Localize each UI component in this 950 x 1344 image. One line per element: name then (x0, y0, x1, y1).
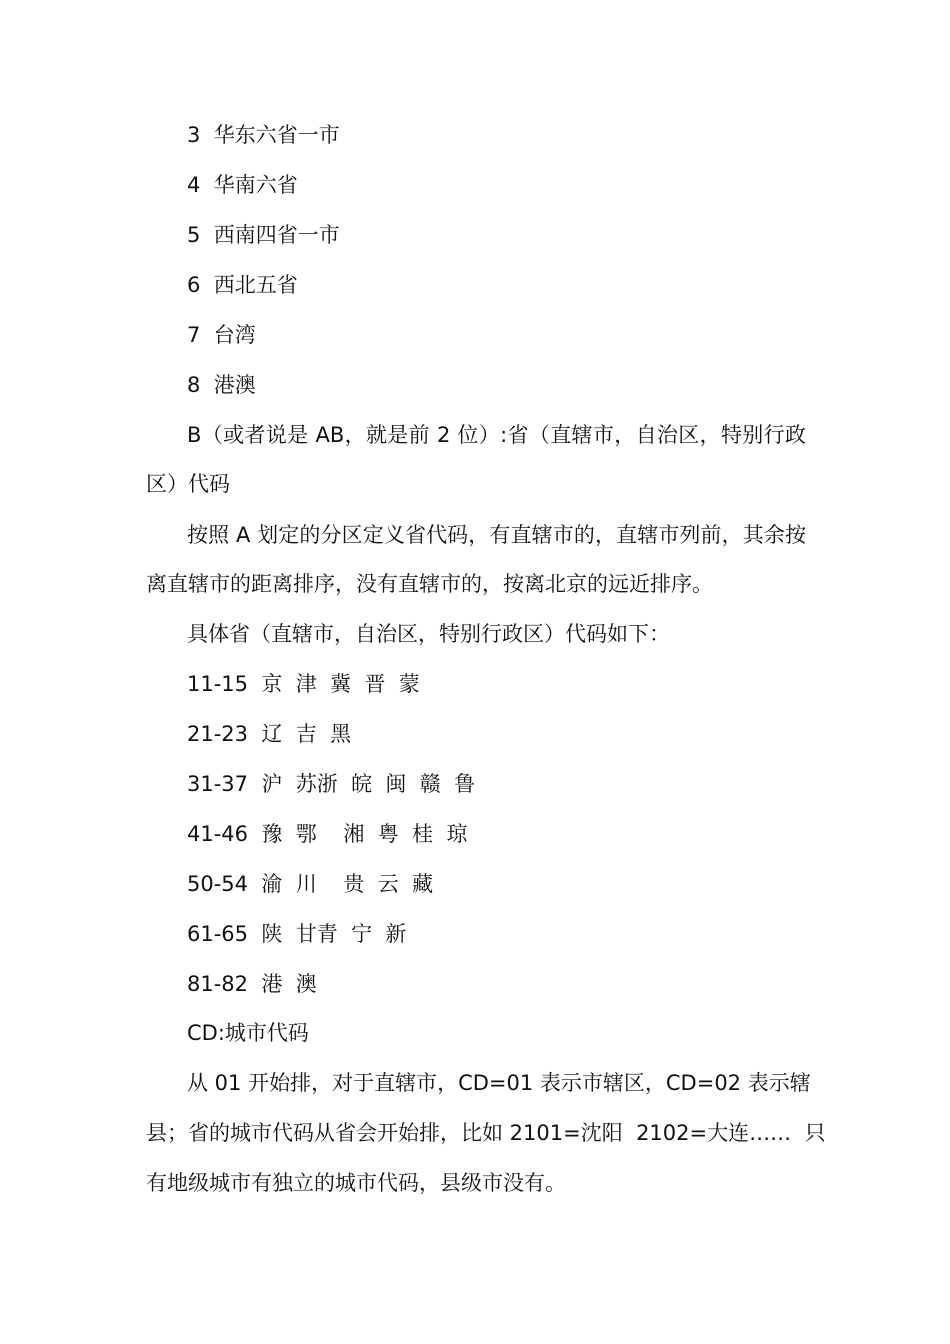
province-code-row: 31-37 沪 苏浙 皖 闽 赣 鲁 (187, 772, 476, 796)
province-list-heading: 具体省（直辖市，自治区，特别行政区）代码如下： (187, 622, 670, 646)
paragraph-b-line-1: B（或者说是 AB，就是前 2 位）:省（直辖市，自治区，特别行政 (187, 423, 806, 447)
province-code-row: 50-54 渝 川 贵 云 藏 (187, 872, 434, 896)
region-line-7: 7 台湾 (187, 323, 256, 347)
paragraph-cd-line-1: 从 01 开始排，对于直辖市，CD=01 表示市辖区，CD=02 表示辖 (187, 1071, 811, 1095)
region-line-8: 8 港澳 (187, 373, 256, 397)
paragraph-cd-line-3: 有地级城市有独立的城市代码，县级市没有。 (146, 1171, 566, 1195)
province-code-row: 11-15 京 津 冀 晋 蒙 (187, 672, 420, 696)
region-line-4: 4 华南六省 (187, 173, 298, 197)
province-code-row: 61-65 陕 甘青 宁 新 (187, 922, 407, 946)
paragraph-cd-line-2: 县；省的城市代码从省会开始排，比如 2101=沈阳 2102=大连…… 只 (146, 1121, 826, 1145)
province-code-row: 41-46 豫 鄂 湘 粤 桂 琼 (187, 822, 468, 846)
paragraph-order-line-1: 按照 A 划定的分区定义省代码，有直辖市的，直辖市列前，其余按 (187, 523, 806, 547)
paragraph-order-line-2: 离直辖市的距离排序，没有直辖市的，按离北京的远近排序。 (146, 572, 713, 596)
province-code-row: 21-23 辽 吉 黑 (187, 722, 352, 746)
region-line-5: 5 西南四省一市 (187, 223, 340, 247)
region-line-3: 3 华东六省一市 (187, 123, 340, 147)
paragraph-b-line-2: 区）代码 (146, 472, 230, 496)
province-code-row: 81-82 港 澳 (187, 972, 317, 996)
cd-heading: CD:城市代码 (187, 1021, 309, 1045)
region-line-6: 6 西北五省 (187, 273, 298, 297)
